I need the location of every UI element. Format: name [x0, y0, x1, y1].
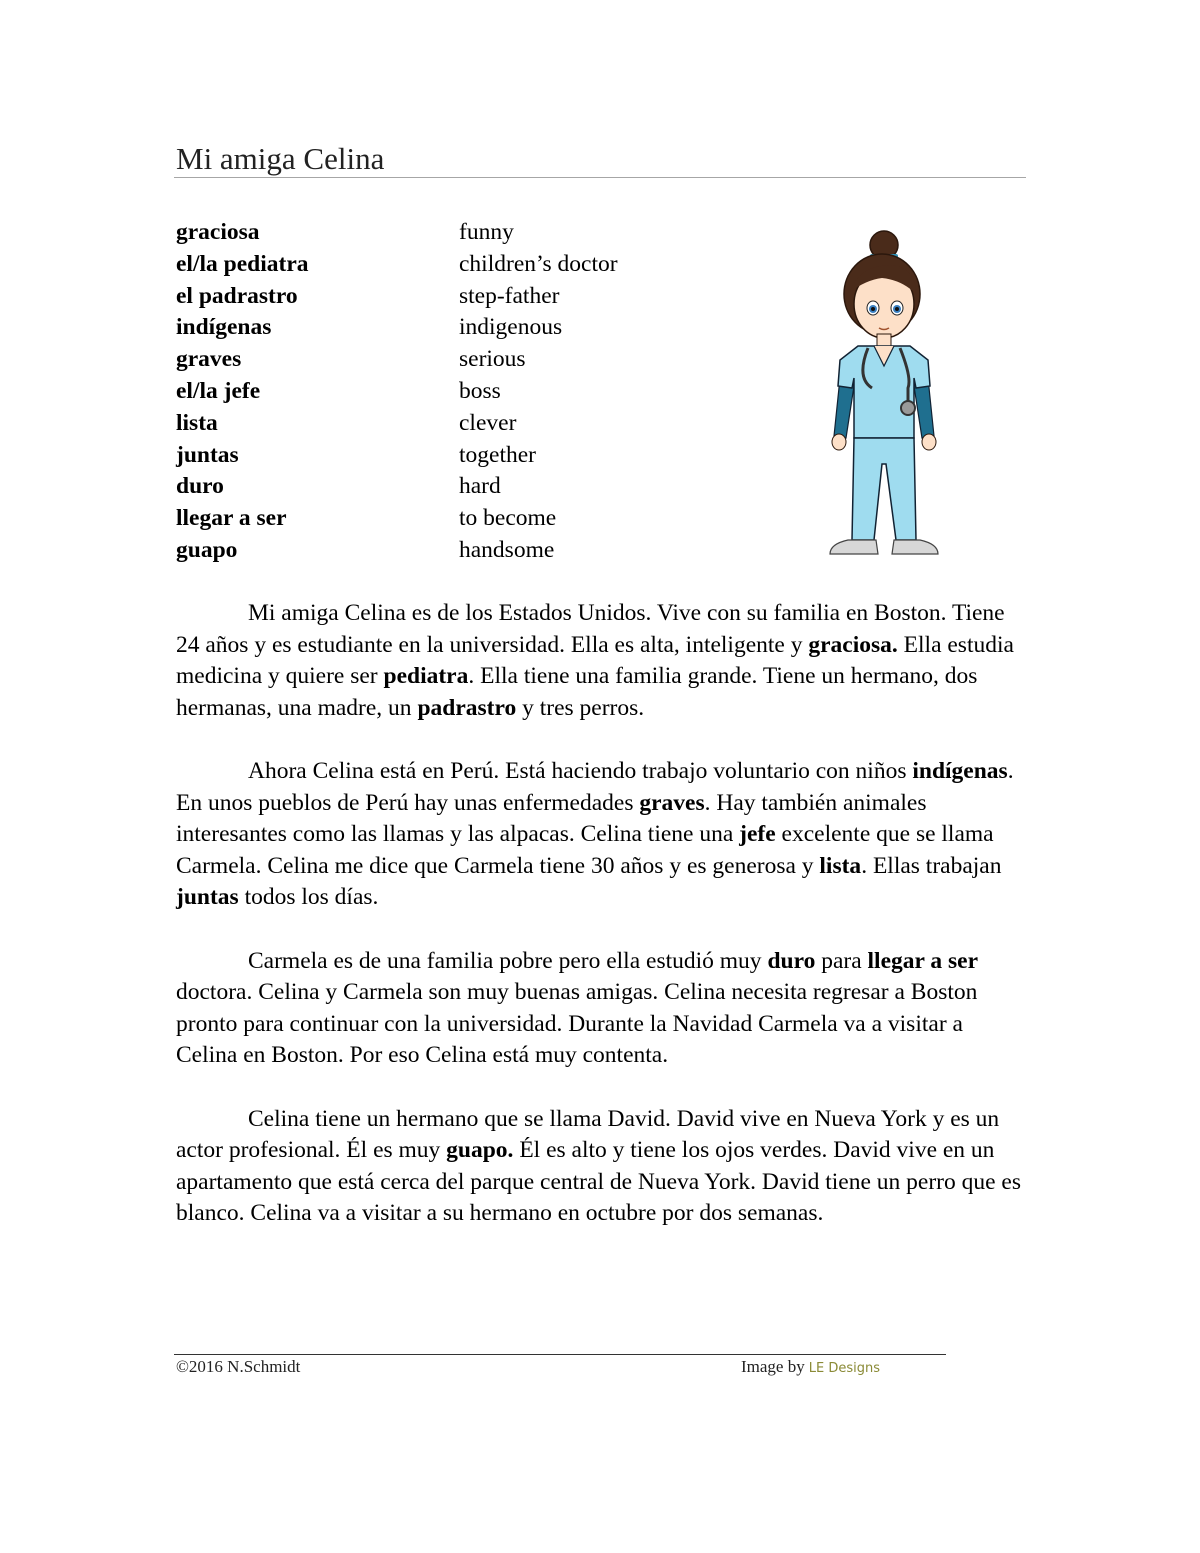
- text-run: Carmela es de una familia pobre pero ella estudió muy: [248, 947, 768, 974]
- text-run: Mi amiga Celina es de los Estados Unidos. Vive con su familia en Boston. Tiene 24 años y es estudiante en la universidad. Ella es alta, inteligente y: [176, 600, 1005, 658]
- paragraph: [176, 1104, 1026, 1230]
- text-run: para: [815, 947, 868, 974]
- text-run: Ahora Celina está en Perú. Está haciendo trabajo voluntario con niños: [248, 757, 913, 784]
- vocab-highlight: llegar a ser: [867, 947, 979, 974]
- text-run: y tres perros.: [516, 694, 645, 721]
- vocab-highlight: padrastro: [417, 694, 517, 721]
- text-run: doctora. Celina y Carmela son muy buenas amigas. Celina necesita regresar a Boston pronto para continuar con la universidad. Durante la Navidad Carmela va a visitar a Celina en Boston. Por eso Celina está muy contenta.: [176, 979, 978, 1069]
- vocab-definition: serious: [459, 346, 526, 373]
- vocab-highlight: juntas: [176, 884, 239, 911]
- text-run: . En unos pueblos de Perú hay unas enfermedades: [176, 757, 1014, 816]
- vocab-definition: boss: [459, 377, 501, 404]
- text-run: Celina tiene un hermano que se llama David. David vive en Nueva York y es un actor profesional. Él es muy: [176, 1105, 1000, 1164]
- vocab-term: el/la pediatra: [176, 250, 309, 277]
- vocab-definition: to become: [459, 505, 557, 532]
- vocab-definition: hard: [459, 473, 501, 500]
- vocab-term: duro: [176, 473, 224, 500]
- vocab-term: juntas: [176, 441, 239, 468]
- vocab-definition: step-father: [459, 282, 560, 309]
- vocab-highlight: duro: [767, 947, 816, 974]
- vocab-term: graciosa: [176, 219, 260, 245]
- image-credit-label: Image by: [741, 1357, 805, 1376]
- paragraph: [176, 598, 1026, 724]
- page-title: Mi amiga Celina: [176, 141, 385, 176]
- nurse-illustration: [816, 228, 948, 568]
- paragraph: [176, 756, 1026, 914]
- vocab-term: el padrastro: [176, 282, 298, 309]
- text-run: Él es alto y tiene los ojos verdes. David vive en un apartamento que está cerca del parque central de Nueva York. David tiene un perro que es blanco. Celina va a visitar a su hermano en octubre por dos semanas.: [176, 1137, 1021, 1227]
- vocab-definition: children’s doctor: [459, 250, 618, 277]
- vocab-definition: handsome: [459, 536, 555, 563]
- designer-name: LE Designs: [808, 1361, 880, 1376]
- copyright-text: ©2016 N.Schmidt: [176, 1357, 301, 1376]
- vocab-highlight: guapo.: [446, 1137, 514, 1164]
- text-run: . Ella tiene una familia grande. Tiene un hermano, dos hermanas, una madre, un: [176, 663, 978, 721]
- footer-divider: [174, 1354, 946, 1355]
- vocab-term: lista: [176, 409, 218, 436]
- vocab-definition: clever: [459, 409, 517, 436]
- vocab-highlight: jefe: [739, 821, 776, 848]
- vocab-term: el/la jefe: [176, 377, 261, 404]
- vocab-highlight: indígenas: [912, 757, 1008, 784]
- paragraph: [176, 946, 1026, 1072]
- vocab-definition: together: [459, 441, 536, 468]
- vocab-highlight: lista: [819, 852, 862, 879]
- vocab-term: llegar a ser: [176, 505, 287, 532]
- vocab-highlight: graciosa.: [808, 631, 898, 658]
- text-run: todos los días.: [238, 884, 379, 911]
- vocab-term: indígenas: [176, 314, 272, 341]
- text-run: . Hay también animales interesantes como las llamas y las alpacas. Celina tiene una: [176, 789, 927, 848]
- vocab-definition: funny: [459, 219, 514, 245]
- vocab-term: graves: [176, 346, 242, 373]
- vocab-highlight: pediatra: [383, 663, 469, 690]
- reading-passage: [176, 598, 1026, 1261]
- text-run: Ella estudia medicina y quiere ser: [176, 631, 1014, 690]
- text-run: excelente que se llama Carmela. Celina me dice que Carmela tiene 30 años y es generosa y: [176, 821, 994, 879]
- title-divider: [174, 177, 1026, 178]
- vocab-definition: indigenous: [459, 314, 563, 341]
- vocab-highlight: graves: [639, 789, 705, 816]
- vocab-term: guapo: [176, 536, 238, 563]
- text-run: . Ellas trabajan: [861, 852, 1002, 879]
- image-credit: [741, 1356, 880, 1380]
